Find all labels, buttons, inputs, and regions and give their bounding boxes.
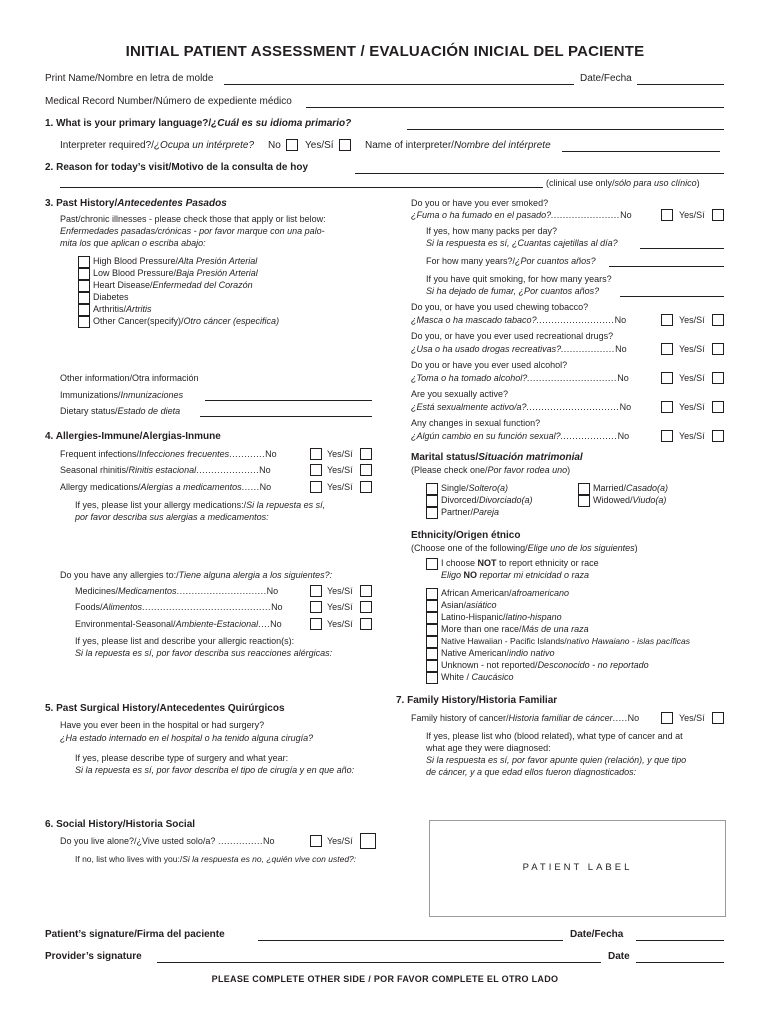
- ethnicity-option: Asian/asiático: [441, 600, 497, 610]
- describe-reaction-label-es: Si la repuesta es sí, por favor describa sus reacciones alérgicas:: [75, 648, 333, 658]
- sexchange-yes-checkbox[interactable]: [712, 430, 724, 442]
- ethnicity-checkbox[interactable]: [426, 636, 438, 648]
- ethnicity-checkbox[interactable]: [426, 660, 438, 672]
- print-name-label: Print Name/Nombre en letra de molde: [45, 73, 214, 84]
- illness-checkbox[interactable]: [78, 268, 90, 280]
- q5-desc-es: Si la repuesta es sí, por favor describa el tipo de cirugía y en que año:: [75, 765, 355, 775]
- immunizations-label: Immunizations/Inmunizaciones: [60, 390, 184, 400]
- q1-heading: 1. What is your primary language?/¿Cuál es su idioma primario?: [45, 118, 352, 129]
- ethnicity-option: White / Caucásico: [441, 672, 514, 682]
- ethnicity-checkbox[interactable]: [426, 558, 438, 570]
- years-field[interactable]: [609, 266, 724, 267]
- marital-option: Widowed/Viudo(a): [593, 495, 667, 505]
- sexchange-yes-label: Yes/Sí: [679, 431, 705, 441]
- no-checkbox[interactable]: [310, 448, 322, 460]
- yes-label: Yes/Sí: [327, 449, 353, 459]
- patient-date-label: Date/Fecha: [570, 929, 624, 940]
- marital-option: Single/Soltero(a): [441, 483, 509, 493]
- drugs-yes-checkbox[interactable]: [712, 343, 724, 355]
- ethnicity-option: African American/afroamericano: [441, 588, 570, 598]
- marital-checkbox[interactable]: [426, 483, 438, 495]
- q3-instructions: Past/chronic illnesses - please check those that apply or list below:: [60, 214, 326, 224]
- family-yes-label: Yes/Sí: [679, 713, 705, 723]
- ethnicity-checkbox[interactable]: [426, 648, 438, 660]
- q4-heading: 4. Allergies-Immune/Alergias-Inmune: [45, 431, 221, 442]
- quit-label-es: Si ha dejado de fumar, ¿Por cuantos años?: [426, 286, 600, 296]
- quit-label: If you have quit smoking, for how many years?: [426, 274, 612, 284]
- q3-instructions-es2: mita los que aplican o escriba abajo:: [60, 238, 206, 248]
- ethnicity-option: More than one race/Más de una raza: [441, 624, 589, 634]
- illness-checkbox[interactable]: [78, 280, 90, 292]
- sex-yes-checkbox[interactable]: [712, 401, 724, 413]
- q7-heading: 7. Family History/Historia Familiar: [396, 695, 558, 706]
- reason-field-2[interactable]: [60, 187, 543, 188]
- interpreter-name-field[interactable]: [562, 151, 720, 152]
- q6-heading: 6. Social History/Historia Social: [45, 819, 196, 830]
- ethnicity-heading: Ethnicity/Origen étnico: [411, 530, 521, 541]
- yes-label: Yes/Sí: [327, 602, 353, 612]
- date-field[interactable]: [637, 84, 724, 85]
- allergy-type-label: Environmental-Seasonal/Ambiente-Estacional....No: [75, 619, 282, 629]
- no-checkbox[interactable]: [310, 585, 322, 597]
- allergy-row-label: Frequent infections/Infecciones frecuentes............No: [60, 449, 277, 459]
- family-list-es-2: de cáncer, y a que edad ellos fueron diagnosticados:: [426, 767, 637, 777]
- illness-checkbox[interactable]: [78, 256, 90, 268]
- smoked-label: Do you or have you ever smoked?: [411, 198, 549, 208]
- alcohol-yes-label: Yes/Sí: [679, 373, 705, 383]
- illness-label: Arthritis/Artritis: [93, 304, 152, 314]
- sex-yes-label: Yes/Sí: [679, 402, 705, 412]
- yes-label: Yes/Sí: [327, 619, 353, 629]
- marital-option: Partner/Pareja: [441, 507, 500, 517]
- marital-checkbox[interactable]: [578, 495, 590, 507]
- sexually-active-label: Are you sexually active?: [411, 389, 509, 399]
- ethnicity-checkbox[interactable]: [426, 600, 438, 612]
- allergy-type-label: Medicines/Medicamentos..............................No: [75, 586, 279, 596]
- ethnicity-not-report-es: Eligo NO reportar mi etnicidad o raza: [441, 570, 590, 580]
- mrn-field[interactable]: [306, 107, 724, 108]
- primary-language-field[interactable]: [407, 129, 724, 130]
- q5-heading: 5. Past Surgical History/Antecedentes Quirúrgicos: [45, 703, 285, 714]
- chew-yes-checkbox[interactable]: [712, 314, 724, 326]
- diet-field[interactable]: [200, 416, 372, 417]
- smoked-no-checkbox[interactable]: [661, 209, 673, 221]
- provider-signature-field[interactable]: [157, 962, 601, 963]
- ethnicity-not-report: I choose NOT to report ethnicity or race: [441, 558, 599, 568]
- alone-no-checkbox[interactable]: [310, 835, 322, 847]
- alcohol-label: Do you or have you ever used alcohol?: [411, 360, 568, 370]
- interp-yes-label: Yes/Sí: [305, 140, 334, 151]
- patient-signature-label: Patient’s signature/Firma del paciente: [45, 929, 225, 940]
- marital-instructions: (Please check one/Por favor rodea uno): [411, 465, 571, 475]
- years-label: For how many years?/¿Por cuantos años?: [426, 256, 596, 266]
- ethnicity-option: Latino-Hispanic/latino-hispano: [441, 612, 562, 622]
- chew-no-checkbox[interactable]: [661, 314, 673, 326]
- alcohol-yes-checkbox[interactable]: [712, 372, 724, 384]
- q5-question-es: ¿Ha estado internado en el hospital o ha tenido alguna cirugía?: [60, 733, 314, 743]
- no-checkbox[interactable]: [310, 618, 322, 630]
- q3-instructions-es1: Enfermedades pasadas/crónicas - por favor marque con una palo-: [60, 226, 325, 236]
- live-alone-label: Do you live alone?/¿Vive usted solo/a? ...............No: [60, 836, 275, 846]
- family-yes-checkbox[interactable]: [712, 712, 724, 724]
- q5-question: Have you ever been in the hospital or had surgery?: [60, 720, 265, 730]
- q3-heading: 3. Past History/Antecedentes Pasados: [45, 198, 227, 209]
- ethnicity-option: Native Hawaiian - Pacific Islands/nativo Hawaiano - islas pacíficas: [441, 636, 690, 646]
- alcohol-no-checkbox[interactable]: [661, 372, 673, 384]
- q5-desc: If yes, please describe type of surgery and what year:: [75, 753, 289, 763]
- sexually-active-label-es: ¿Está sexualmente activo/a?...............................No: [411, 402, 632, 412]
- yes-label: Yes/Sí: [327, 465, 353, 475]
- allergy-row-label: Allergy medications/Alergias a medicamentos......No: [60, 482, 272, 492]
- yes-checkbox[interactable]: [360, 585, 372, 597]
- yes-label: Yes/Sí: [327, 482, 353, 492]
- drugs-label: Do you, or have you ever used recreational drugs?: [411, 331, 614, 341]
- marital-option: Divorced/Divorciado(a): [441, 495, 533, 505]
- alone-yes-label: Yes/Sí: [327, 836, 353, 846]
- ethnicity-option: Unknown - not reported/Desconocido - no reportado: [441, 660, 649, 670]
- patient-label-text: PATIENT LABEL: [522, 862, 633, 873]
- yes-checkbox[interactable]: [360, 601, 372, 613]
- complete-other-side: PLEASE COMPLETE OTHER SIDE / POR FAVOR COMPLETE EL OTRO LADO: [211, 974, 559, 984]
- provider-date-field[interactable]: [636, 962, 724, 963]
- alone-yes-checkbox[interactable]: [360, 833, 376, 849]
- packs-field[interactable]: [640, 248, 724, 249]
- patient-signature-field[interactable]: [258, 940, 563, 941]
- sexchange-no-checkbox[interactable]: [661, 430, 673, 442]
- marital-checkbox[interactable]: [426, 507, 438, 519]
- drugs-label-es: ¿Usa o ha usado drogas recreativas?..................No: [411, 344, 627, 354]
- smoked-label-es: ¿Fuma o ha fumado en el pasado?.......................No: [411, 210, 632, 220]
- family-cancer-label: Family history of cancer/Historia familiar de cáncer.....No: [411, 713, 640, 723]
- ethnicity-checkbox[interactable]: [426, 672, 438, 684]
- allergy-type-label: Foods/Alimentos...........................................No: [75, 602, 283, 612]
- list-meds-label: If yes, please list your allergy medications:/Si la repuesta es sí,: [75, 500, 326, 510]
- patient-date-field[interactable]: [636, 940, 724, 941]
- yes-checkbox[interactable]: [360, 448, 372, 460]
- ethnicity-checkbox[interactable]: [426, 624, 438, 636]
- interp-yes-checkbox[interactable]: [339, 139, 351, 151]
- chew-yes-label: Yes/Sí: [679, 315, 705, 325]
- smoked-yes-checkbox[interactable]: [712, 209, 724, 221]
- provider-signature-label: Provider’s signature: [45, 951, 142, 962]
- illness-checkbox[interactable]: [78, 292, 90, 304]
- chew-label-es: ¿Masca o ha mascado tabaco?..........................No: [411, 315, 627, 325]
- illness-checkbox[interactable]: [78, 316, 90, 328]
- sex-no-checkbox[interactable]: [661, 401, 673, 413]
- packs-label: If yes, how many packs per day?: [426, 226, 558, 236]
- drugs-no-checkbox[interactable]: [661, 343, 673, 355]
- mrn-label: Medical Record Number/Número de expediente médico: [45, 96, 292, 107]
- sexual-change-label: Any changes in sexual function?: [411, 418, 541, 428]
- marital-checkbox[interactable]: [578, 483, 590, 495]
- smoked-yes-label: Yes/Sí: [679, 210, 705, 220]
- marital-heading: Marital status/Situación matrimonial: [411, 452, 583, 463]
- diet-label: Dietary status/Estado de dieta: [60, 406, 181, 416]
- marital-option: Married/Casado(a): [593, 483, 669, 493]
- reason-field-1[interactable]: [355, 173, 724, 174]
- lives-with-label: If no, list who lives with you:/Si la respuesta es no, ¿quién vive con usted?:: [75, 854, 357, 864]
- illness-checkbox[interactable]: [78, 304, 90, 316]
- illness-label: Diabetes: [93, 292, 129, 302]
- list-meds-label-es: por favor describa sus alergias a medicamentos:: [75, 512, 269, 522]
- family-list-es-1: Si la respuesta es sí, por favor apunte quien (relación), y que tipo: [426, 755, 687, 765]
- other-info-label: Other information/Otra información: [60, 373, 199, 383]
- yes-checkbox[interactable]: [360, 481, 372, 493]
- drugs-yes-label: Yes/Sí: [679, 344, 705, 354]
- provider-date-label: Date: [608, 951, 630, 962]
- sexual-change-label-es: ¿Algún cambio en su función sexual?...................No: [411, 431, 630, 441]
- no-checkbox[interactable]: [310, 464, 322, 476]
- ethnicity-checkbox[interactable]: [426, 588, 438, 600]
- no-checkbox[interactable]: [310, 481, 322, 493]
- marital-checkbox[interactable]: [426, 495, 438, 507]
- illness-label: High Blood Pressure/Alta Presión Arterial: [93, 256, 258, 266]
- family-list-2: what age they were diagnosed:: [426, 743, 551, 753]
- date-label: Date/Fecha: [580, 73, 632, 84]
- interp-no-checkbox[interactable]: [286, 139, 298, 151]
- quit-field[interactable]: [620, 296, 724, 297]
- form-title: INITIAL PATIENT ASSESSMENT / EVALUACIÓN INICIAL DEL PACIENTE: [125, 43, 645, 60]
- ethnicity-checkbox[interactable]: [426, 612, 438, 624]
- no-checkbox[interactable]: [310, 601, 322, 613]
- any-allergies-label: Do you have any allergies to:/Tiene alguna alergia a los siguientes?:: [60, 570, 333, 580]
- interp-no-label: No: [268, 140, 281, 151]
- allergy-row-label: Seasonal rhinitis/Rinitis estacional.....................No: [60, 465, 271, 475]
- yes-label: Yes/Sí: [327, 586, 353, 596]
- yes-checkbox[interactable]: [360, 618, 372, 630]
- family-no-checkbox[interactable]: [661, 712, 673, 724]
- immunizations-field[interactable]: [205, 400, 372, 401]
- ethnicity-option: Native American/indio nativo: [441, 648, 555, 658]
- family-list-1: If yes, please list who (blood related), what type of cancer and at: [426, 731, 683, 741]
- illness-label: Heart Disease/Enfermedad del Corazón: [93, 280, 253, 290]
- interpreter-name-label: Name of interpreter/Nombre del intérprete: [365, 140, 551, 151]
- print-name-field[interactable]: [224, 84, 574, 85]
- describe-reaction-label: If yes, please list and describe your allergic reaction(s):: [75, 636, 295, 646]
- packs-label-es: Si la respuesta es sí, ¿Cuantas cajetillas al día?: [426, 238, 618, 248]
- ethnicity-instructions: (Choose one of the following/Elige uno de los siguientes): [411, 543, 638, 553]
- q2-heading: 2. Reason for today’s visit/Motivo de la consulta de hoy: [45, 162, 309, 173]
- alcohol-label-es: ¿Toma o ha tomado alcohol?..............................No: [411, 373, 629, 383]
- clinical-use-note: (clinical use only/sólo para uso clínico): [546, 178, 700, 188]
- yes-checkbox[interactable]: [360, 464, 372, 476]
- interpreter-required-label: Interpreter required?/¿Ocupa un intérprete?: [60, 140, 255, 151]
- illness-label: Other Cancer(specify)/Otro cáncer (especifica): [93, 316, 280, 326]
- illness-label: Low Blood Pressure/Baja Presión Arterial: [93, 268, 258, 278]
- chew-label: Do you, or have you used chewing tobacco?: [411, 302, 589, 312]
